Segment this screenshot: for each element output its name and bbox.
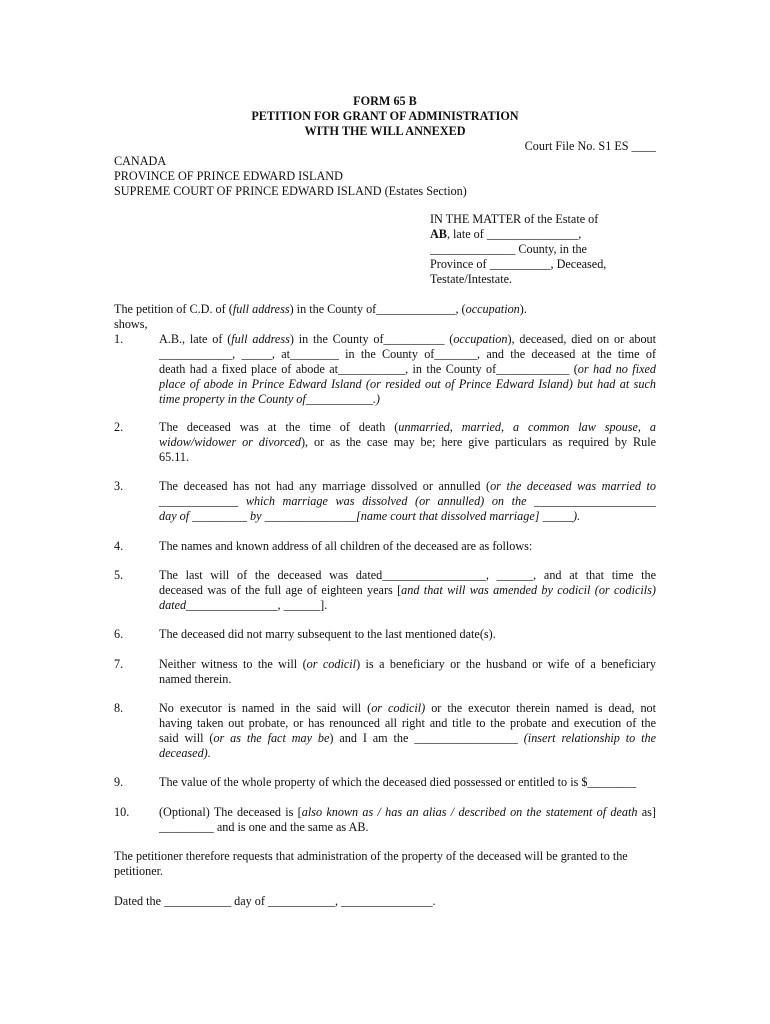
item-number: 9. xyxy=(114,775,124,789)
matter-line: Testate/Intestate. xyxy=(430,272,513,286)
paragraph-10: (Optional) The deceased is [also known as / has an alias / described on the statement of death as] _________ and is one and the same as AB. xyxy=(159,805,656,834)
matter-name: AB xyxy=(430,227,447,241)
form-title-line2: WITH THE WILL ANNEXED xyxy=(304,124,466,138)
paragraph-2: The deceased was at the time of death (unmarried, married, a common law spouse, a widow/widower or divorced), or as the case may be; here give particulars as required by Rule 65.11. xyxy=(159,420,657,464)
paragraph-8: No executor is named in the said will (or codicil) or the executor therein named is dead, not having taken out probate, or has renounced all right and title to the probate and execution of the said will (or as the fact may be) and I am the _________________ (insert relationship to the deceased). xyxy=(159,701,657,760)
paragraph-7: Neither witness to the will (or codicil) is a beneficiary or the husband or wife of a beneficiary named therein. xyxy=(159,657,656,686)
item-number: 5. xyxy=(114,568,124,582)
court-file-number: Court File No. S1 ES ____ xyxy=(524,139,656,153)
paragraph-3: The deceased has not had any marriage dissolved or annulled (or the deceased was married to _____________ which marriage was dissolved (or annulled) on the ____________________ day of _________ by _______________[name court that dissolved marriage] _____). xyxy=(159,479,656,523)
matter-line: IN THE MATTER of the Estate of xyxy=(430,212,599,226)
court-line-canada: CANADA xyxy=(114,154,167,168)
matter-line: ______________ County, in the xyxy=(430,242,587,256)
court-line-province: PROVINCE OF PRINCE EDWARD ISLAND xyxy=(114,169,343,183)
paragraph-4: The names and known address of all children of the deceased are as follows: xyxy=(159,539,533,553)
paragraph-5: The last will of the deceased was dated_________________, ______, and at that time the deceased was of the full age of eighteen years [and that will was amended by codicil (or codicils) dated_______________, ______]. xyxy=(159,568,656,612)
item-number: 3. xyxy=(114,479,124,493)
closing-request: The petitioner therefore requests that administration of the property of the deceased will be granted to the petitioner. xyxy=(114,849,628,878)
item-number: 6. xyxy=(114,627,124,641)
item-number: 4. xyxy=(114,539,124,553)
item-number: 7. xyxy=(114,657,124,671)
form-title-line1: PETITION FOR GRANT OF ADMINISTRATION xyxy=(251,109,519,123)
petition-intro: The petition of C.D. of (full address) in the County of_____________, (occupation). xyxy=(114,302,527,316)
dated-line: Dated the ___________ day of ___________, _______________. xyxy=(114,894,436,908)
item-number: 1. xyxy=(114,332,124,346)
matter-line: AB, late of _______________, xyxy=(430,227,582,241)
item-number: 10. xyxy=(114,805,130,819)
paragraph-1: A.B., late of (full address) in the County of__________ (occupation), deceased, died on or about ____________, _____, at________ in the County of_______, and the deceased at the time of death had a fixed place of abode at___________, in the County of____________ (or had no fixed place of abode in Prince Edward Island (or resided out of Prince Edward Island) but had at such time property in the County of___________.) xyxy=(159,332,657,406)
matter-block xyxy=(430,212,670,287)
petition-shows: shows, xyxy=(114,317,148,331)
court-line-supreme: SUPREME COURT OF PRINCE EDWARD ISLAND (Estates Section) xyxy=(114,184,467,198)
paragraph-9: The value of the whole property of which the deceased died possessed or entitled to is $________ xyxy=(159,775,637,789)
matter-line: Province of __________, Deceased, xyxy=(430,257,607,271)
paragraph-6: The deceased did not marry subsequent to the last mentioned date(s). xyxy=(159,627,496,641)
item-number: 8. xyxy=(114,701,124,715)
form-number: FORM 65 B xyxy=(353,94,417,108)
item-number: 2. xyxy=(114,420,124,434)
